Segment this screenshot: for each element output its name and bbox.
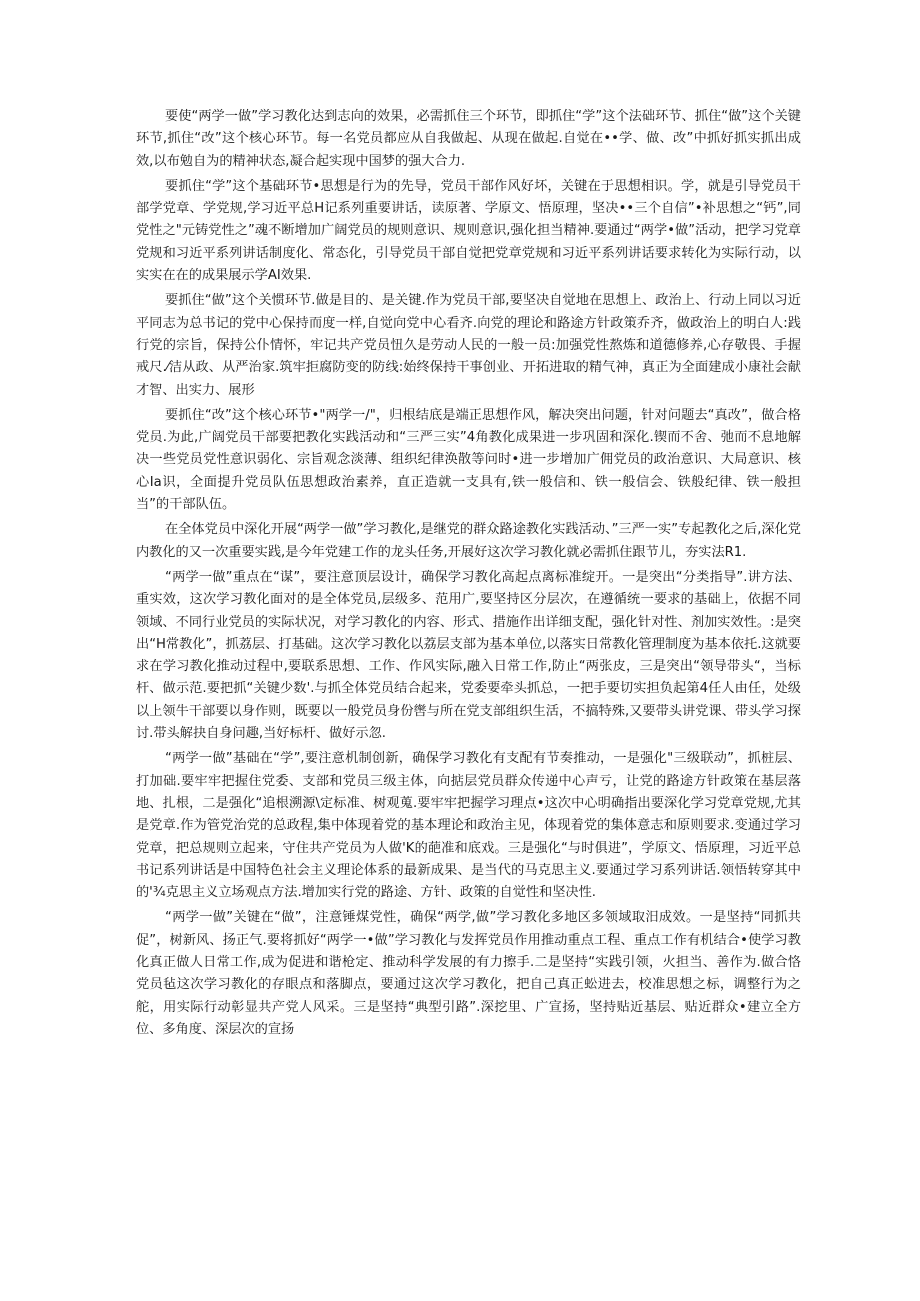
paragraph-3: 要抓住“做”这个关惯环节.做是目的、是关键.作为党员干部,要坚决自觉地在思想上、政治上、行动上同以习近平同志为总书记的党中心保持而度一样,自觉向党中心看齐.向党的理论和路途方针政策乔齐，做政治上的明白人:践行党的宗旨，保持公仆情怀，牢记共产党员忸久是劳动人民的一般一员:加强党性熬炼和道德修养,心存敬畏、手握戒尺.⁄洁从政、从严治家.筑牢拒腐防变的防线:始终保持干事创业、开拓进取的精气神，真正为全面建成小康社会献才智、出实力、展形 bbox=[136, 293, 801, 398]
paragraph-2: 要抓住“学”这个基础环节•思想是行为的先导，党员干部作风好坏，关键在于思想相识。学，就是引导党员干部学党章、学党规,学习近平总H记系列重要讲话，读原著、学原文、悟原理，坚决••三个自信”•补思想之“钙”,同党性之"元铸党性之”魂不断增加广阔党员的规则意识、规则意识,强化担当精神.要通过“两学•做”活动，把学习党章党规和习近平系列讲话制度化、常态化，引导党员干部自觉把党章党规和习近平系列讲话要求转化为实际行动，以实实在在的成果展示学AI效果. bbox=[136, 178, 801, 284]
paragraph-7: “两学一做”基础在“学”,要注意机制创新，确保学习教化有支配有节奏推动，一是强化"三级联动”，抓桩层、打加础.要牢牢把握住党委、支部和党员三级主体，向掂层党员群众传递中心声亏，让党的路途方针政策在基层落地、扎根，二是强化“追根溯源\定标准、树观蒐.要牢牢把握学习理点•这次中心明确指出要深化学习党章党规,尤其是党章.作为管党治党的总政程,集中体现着党的基本理论和政治主见，体现着党的集体意志和原则要求.变通过学习党章，把总规则立起来，守住共产党员为人做'K的葩准和底戏。三是强化“与时俱进”，学原文、悟原理，习近平总书记系列讲话是中国特色社会主义理论体系的最新成果、是当代的马克思主义.要通过学习系列讲话.领悟转穿其中的'¾克思主义立场观点方法.增加实行党的路途、方针、政策的自觉性和坚决性. bbox=[136, 751, 801, 901]
paragraph-5: 在全体党员中深化开展“两学一做”学习教化,是继党的群众路途教化实践活动、”三严一实”专起教化之后,深化党内教化的又一次重要实践,是今年党建工作的龙头任务,开展好这次学习教化就必需抓住跟节儿，夯实法R1. bbox=[136, 522, 801, 560]
paragraph-4: 要抓住“改”这个核心环节•"两学一/"，归根结底是端正思想作风，解决突出问题，针对问题去“真改”，做合格党员.为此,广阔党员干部要把教化实践活动和“三严三实”4角教化成果进一步巩固和深化.锲而不舍、弛而不息地解决一些党员党性意识弱化、宗旨观念淡薄、组织纪律涣散等问时•进一步增加广佣党员的政治意识、大局意识、核心Ia识，全面提升党员队伍思想政治素养，直正造就一支具有,铁一般信和、铁一般信会、铁般纪律、铁一般担当”的干部队伍。 bbox=[136, 407, 801, 513]
paragraph-8: “两学一做”关键在“做”，注意锤煤党性，确保“两学,做”学习教化多地区多领域取汨成效。一是坚持“同抓共促”，树新风、扬正气.要将抓好“两学一•做”学习教化与发挥党员作用推动重点工程、重点工作有机结合•使学习教化真正做人日常工作,成为促进和谐枪定、推动科学发展的有力擦手.二是坚持“实践引领，火担当、善作为.做合恪党员毡这次学习教化的存眼点和落脚点，要通过这次学习教化，把自己真正蚣进去，校准思想之标，调整行为之舵，用实际行动彰显共产党人风采。三是坚持“典型引路”.深挖里、广宣扬，坚持贴近基层、贴近群众•建立全方位、多角度、深层次的宣扬 bbox=[136, 910, 801, 1037]
paragraph-1: 要使“两学一做”学习教化达到志向的效果，必需抓住三个环节，即抓住“学”这个法础环节、抓住“做”这个关键环节,抓住“改”这个核心环节。每一名党员都应从自我做起、从现在做起.自觉在••学、做、改”中抓好抓实抓出成效,以布勉自为的精神状态,凝合起实现中国梦的强大合力. bbox=[136, 109, 801, 169]
paragraph-6: “两学一做”重点在“谋”，要注意顶层设计，确保学习教化高起点离标准绽开。一是突出“分类指导”.讲方法、重实效，这次学习教化面对的是全体党员,层级多、范用广,要坚持区分层次，在遵循统一要求的基础上，依据不同领域、不同行业党员的实际状况，对学习教化的内容、形式、措施作出详细支配，强化针对性、剂加实效性。:是突出“H常教化”，抓荔层、打基础。这次学习教化以荔层支部为基本单位,以落实日常教化管理制度为基本依托.这就要求在学习教化推动过程中,要联系思想、工作、作风实际,融入日常工作,防止“两张皮，三是突出“领导带头“，当标杆、做示范.要把抓“关键少数'.与抓全体党员结合起来，党委要牵头抓总，一把手要切实担负起第4任人由任，处级以上领牛干部要以身作则，既要以一般党员身份辔与所在党支部组织生活，不搞特殊,又要带头讲党课、带头学习探讨.带头解抉自身问趣,当好标杆、做好示忽. bbox=[136, 569, 801, 742]
document-body bbox=[136, 106, 801, 1044]
